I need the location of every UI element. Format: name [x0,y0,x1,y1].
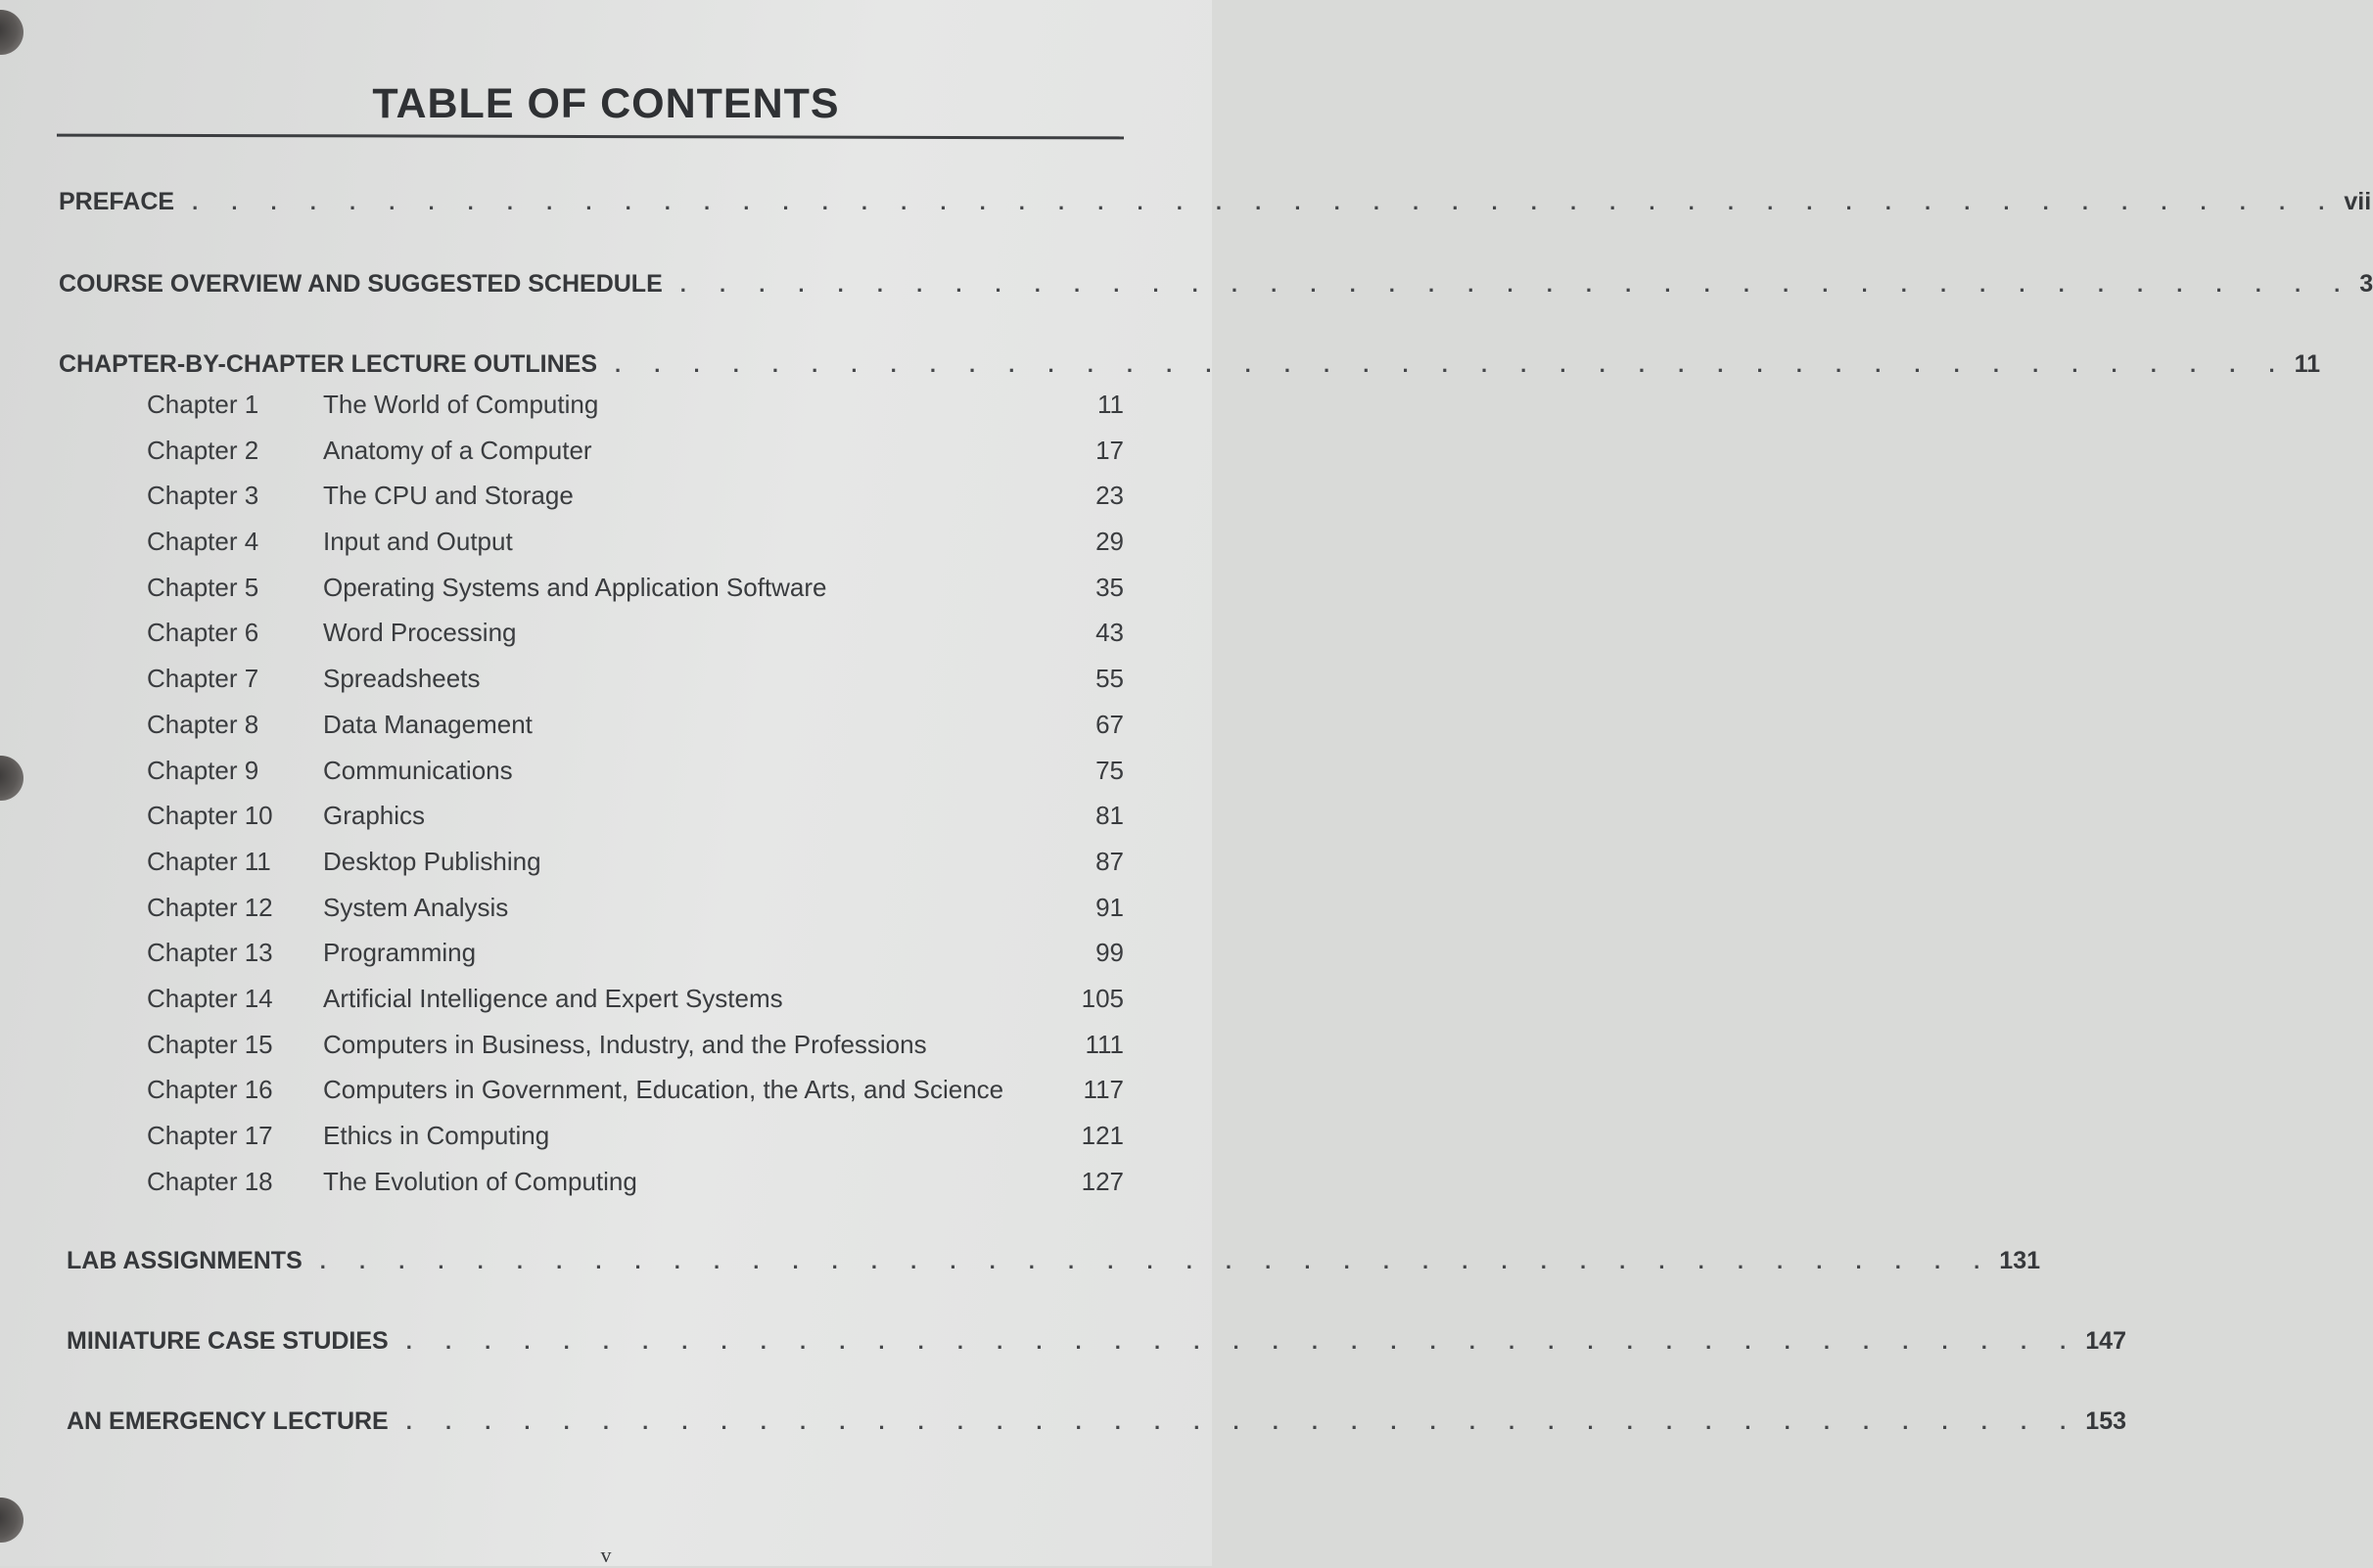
dot-leader: . . . . . . . . . . . . . . . . . . . . . . . . . . . . . . . . . . . . . . . . . . . [319,1249,1994,1273]
dot-leader: . . . . . . . . . . . . . . . . . . . . . . . . . . . . . . . . . . . . . . . . . . . [615,352,2289,377]
chapter-number: Chapter 15 [147,1029,273,1059]
chapter-page: 121 [1081,1121,1124,1150]
toc-entry-page: 3 [2359,270,2373,298]
chapter-page: 23 [1095,481,1124,511]
chapter-number: Chapter 10 [147,801,273,831]
chapter-page: 91 [1095,892,1124,922]
chapter-row [147,1030,1124,1076]
chapter-row [147,710,1124,756]
chapter-title: The Evolution of Computing [323,1166,637,1196]
toc-entry-label: MINIATURE CASE STUDIES [67,1327,389,1355]
chapter-number: Chapter 2 [147,435,259,465]
chapter-page: 67 [1095,709,1124,739]
toc-entry-label: PREFACE [59,188,175,215]
chapter-row [147,436,1124,482]
chapter-title: Computers in Government, Education, the Arts, and Science [323,1075,1004,1105]
toc-entry-emergency-lecture [67,1407,2127,1436]
chapter-row [147,847,1124,893]
toc-entry-lab-assignments [67,1247,2041,1275]
chapter-row [147,756,1124,802]
chapter-row [147,1167,1124,1213]
chapter-title: The CPU and Storage [323,481,574,511]
chapter-page: 87 [1095,846,1124,876]
toc-entry-page: 131 [1999,1247,2041,1274]
chapter-page: 55 [1095,664,1124,694]
chapter-row [147,1075,1124,1121]
chapter-page: 117 [1083,1075,1124,1105]
chapter-page: 35 [1095,572,1124,602]
chapter-title: Input and Output [323,527,513,557]
chapter-title: Computers in Business, Industry, and the Professions [323,1029,927,1059]
dot-leader: . . . . . . . . . . . . . . . . . . . . . . . . . . . . . . . . . . . . . . . . . . . . . . . . . . . . . . . [192,190,2339,214]
binder-hole [0,1498,23,1543]
chapter-page: 75 [1095,755,1124,785]
toc-entry-page: 153 [2085,1407,2127,1435]
chapter-number: Chapter 17 [147,1121,273,1150]
chapter-row [147,938,1124,984]
chapter-number: Chapter 12 [147,892,273,922]
chapter-number: Chapter 13 [147,938,273,968]
chapter-number: Chapter 7 [147,664,259,694]
chapter-page: 17 [1095,435,1124,465]
chapter-row [147,573,1124,619]
toc-entry-page: vii [2344,188,2372,215]
chapter-title: The World of Computing [323,390,599,419]
toc-entry-preface [59,188,2372,216]
toc-entry-lecture-outlines [59,350,2320,379]
toc-entry-label: LAB ASSIGNMENTS [67,1247,302,1274]
chapter-page: 11 [1097,390,1124,419]
chapter-number: Chapter 1 [147,390,259,419]
toc-entry-label: CHAPTER-BY-CHAPTER LECTURE OUTLINES [59,350,598,378]
chapter-list [147,390,1124,1212]
chapter-number: Chapter 8 [147,709,259,739]
chapter-title: Artificial Intelligence and Expert Systems [323,983,783,1013]
chapter-number: Chapter 16 [147,1075,273,1105]
toc-entry-course-overview [59,270,2373,299]
page-title: TABLE OF CONTENTS [372,80,840,127]
chapter-title: Word Processing [323,618,517,648]
chapter-row [147,801,1124,847]
chapter-row [147,984,1124,1030]
chapter-number: Chapter 6 [147,618,259,648]
toc-entry-label: AN EMERGENCY LECTURE [67,1407,389,1435]
chapter-title: Ethics in Computing [323,1121,550,1150]
chapter-row [147,527,1124,573]
chapter-number: Chapter 9 [147,755,259,785]
dot-leader: . . . . . . . . . . . . . . . . . . . . . . . . . . . . . . . . . . . . . . . . . . . [405,1409,2080,1434]
chapter-number: Chapter 4 [147,527,259,557]
dot-leader: . . . . . . . . . . . . . . . . . . . . . . . . . . . . . . . . . . . . . . . . . . . [405,1329,2080,1354]
binder-hole [0,10,23,55]
chapter-row [147,1121,1124,1167]
page-number: v [600,1543,612,1567]
chapter-title: System Analysis [323,892,509,922]
chapter-row [147,893,1124,939]
chapter-row [147,664,1124,710]
toc-entry-label: COURSE OVERVIEW AND SUGGESTED SCHEDULE [59,270,663,298]
toc-entry-page: 11 [2294,350,2320,378]
chapter-row [147,481,1124,527]
toc-entry-page: 147 [2085,1327,2126,1355]
chapter-title: Anatomy of a Computer [323,435,592,465]
chapter-page: 99 [1095,938,1124,968]
chapter-number: Chapter 11 [147,846,271,876]
chapter-page: 105 [1081,983,1124,1013]
chapter-page: 43 [1095,618,1124,648]
chapter-number: Chapter 14 [147,983,273,1013]
chapter-row [147,390,1124,436]
chapter-number: Chapter 18 [147,1166,273,1196]
chapter-page: 29 [1095,527,1124,557]
chapter-page: 127 [1081,1166,1124,1196]
chapter-number: Chapter 3 [147,481,259,511]
chapter-title: Spreadsheets [323,664,481,694]
chapter-row [147,618,1124,664]
chapter-number: Chapter 5 [147,572,259,602]
chapter-page: 111 [1085,1029,1124,1059]
chapter-title: Communications [323,755,513,785]
title-rule [57,134,1124,140]
chapter-title: Data Management [323,709,533,739]
chapter-title: Desktop Publishing [323,846,541,876]
dot-leader: . . . . . . . . . . . . . . . . . . . . . . . . . . . . . . . . . . . . . . . . . . . [679,272,2354,297]
chapter-title: Operating Systems and Application Software [323,572,827,602]
toc-entry-case-studies [67,1327,2126,1356]
chapter-title: Graphics [323,801,426,831]
chapter-page: 81 [1095,801,1124,831]
binder-hole [0,756,23,801]
chapter-title: Programming [323,938,477,968]
